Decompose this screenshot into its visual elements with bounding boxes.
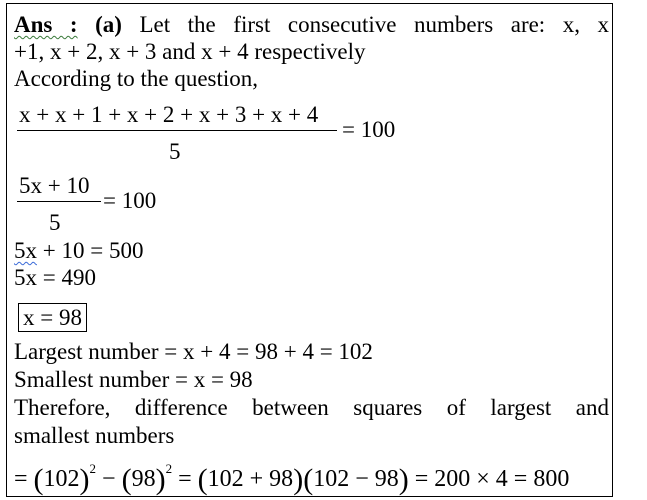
answer-box	[6, 3, 613, 497]
step1-numerator: x + x + 1 + x + 2 + x + 3 + x + 4	[19, 102, 319, 127]
final-factor1: 102 + 98	[207, 466, 294, 492]
step2-fraction-bar	[17, 201, 101, 202]
intro-continuation: +1, x + 2, x + 3 and x + 4 respectively	[14, 39, 366, 64]
final-term1: 102	[43, 466, 80, 492]
equation-1-rest: + 10 = 500	[37, 238, 144, 263]
equation-2: 5x = 490	[14, 265, 96, 290]
answer-intro-line	[14, 11, 609, 38]
answer-option: (a)	[95, 12, 122, 37]
final-computation: = $(102)^2 - (98)^2 = (102 + 98)(102 - 98) = 200 \times 4 = 800$	[14, 461, 570, 496]
final-term2: 98	[131, 466, 156, 492]
smallest-number-line: Smallest number = x = 98	[14, 367, 253, 392]
final-factor2: 102 − 98	[313, 466, 399, 492]
therefore-line: Therefore, difference between squares of largest and	[14, 395, 609, 420]
final-lead: =	[14, 466, 34, 492]
according-text: According to the question,	[14, 66, 259, 91]
final-exponent1: 2	[89, 461, 97, 476]
final-exponent2: 2	[165, 461, 173, 476]
answer-label: Ans :	[14, 12, 78, 37]
step2-denominator: 5	[49, 210, 61, 235]
step2-numerator: 5x + 10	[19, 173, 90, 198]
intro-text: Let the first consecutive numbers are: x, x	[139, 12, 610, 37]
step1-rhs: = 100	[342, 117, 396, 142]
final-eq: =	[172, 466, 198, 492]
step1-fraction-bar	[17, 130, 337, 131]
equation-1-variable: 5x	[14, 238, 37, 263]
step1-denominator: 5	[169, 139, 181, 164]
boxed-result: x = 98	[18, 303, 87, 332]
largest-number-line: Largest number = x + 4 = 98 + 4 = 102	[14, 339, 373, 364]
step2-rhs: = 100	[103, 188, 157, 213]
therefore-continuation: smallest numbers	[14, 423, 175, 448]
equation-1	[14, 237, 143, 264]
final-tail: = 200 × 4 = 800	[408, 466, 570, 492]
final-minus: −	[96, 466, 122, 492]
